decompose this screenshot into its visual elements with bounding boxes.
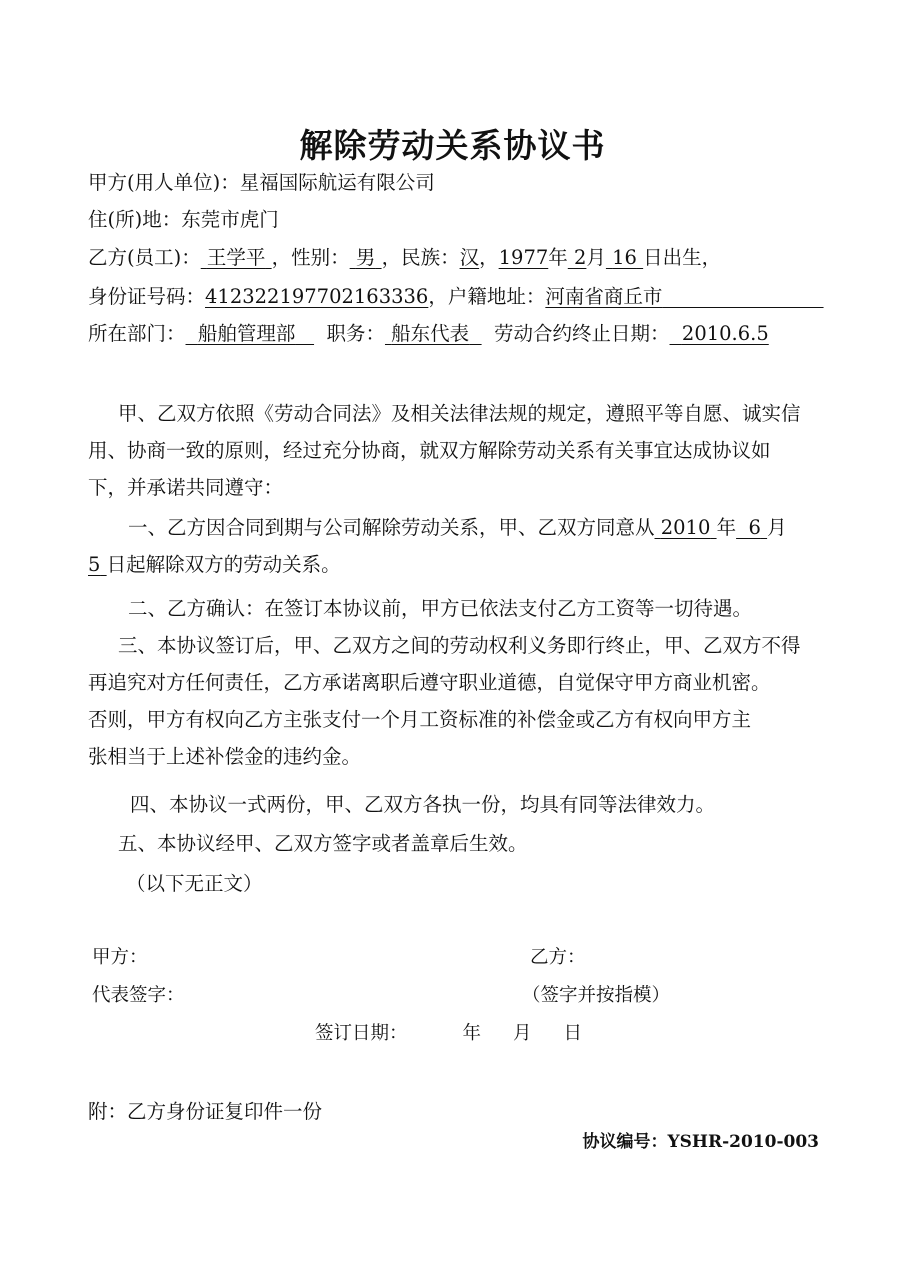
intro-line-1: 甲、乙双方依照《劳动合同法》及相关法律法规的规定，遵照平等自愿、诚实信 [118,402,801,425]
clause-3-line-4: 张相当于上述补偿金的违约金。 [88,745,362,768]
no-more-text: （以下无正文） [126,872,263,895]
dept-label: 所在部门： [88,322,186,345]
clause-1-day: 5 [88,553,101,576]
ethnicity-label: ，民族： [381,246,460,269]
month-char: 月 [586,246,606,269]
clause-1-year: 2010 [660,516,711,539]
clause-5: 五、本协议经甲、乙双方签字或者盖章后生效。 [118,832,528,855]
intro-line-2: 用、协商一致的原则，经过充分协商，就双方解除劳动关系有关事宜达成协议如 [88,439,771,462]
sign-date-line [315,1020,582,1048]
hukou-value: 河南省商丘市 [545,285,663,308]
id-number: 412322197702163336 [205,285,429,308]
address-label: 住(所)地： [88,208,182,231]
party-b-label: 乙方(员工)： [88,246,201,269]
party-a-label: 甲方(用人单位)： [88,171,240,194]
gender-label: ，性别： [271,246,350,269]
party-b-line: 乙方(员工)： 王学平 ，性别： 男 ，民族：汉，1977年 2月 16 日出生， [88,246,722,269]
sign-year-char: 年 [462,1023,482,1044]
clause-3-line-3: 否则，甲方有权向乙方主张支付一个月工资标准的补偿金或乙方有权向甲方主 [88,708,752,731]
birth-month: 2 [573,246,587,269]
birth-year: 1977 [498,246,549,269]
clause-3-line-2: 再追究对方任何责任，乙方承诺离职后遵守职业道德，自觉保守甲方商业机密。 [88,671,771,694]
clause-1-month: 6 [748,516,761,539]
sign-day-char: 日 [563,1023,583,1044]
birth-day: 16 [612,246,637,269]
position-value: 船东代表 [391,322,470,345]
gender-value: 男 [355,246,376,269]
party-a-sign-label: 甲方： [92,947,148,968]
attachment-note: 附：乙方身份证复印件一份 [88,1100,323,1123]
party-a-value: 星福国际航运有限公司 [239,171,435,194]
clause-4: 四、本协议一式两份，甲、乙双方各执一份，均具有同等法律效力。 [130,793,716,816]
representative-sign-label: 代表签字： [92,985,185,1006]
clause-1-line-2: 5 日起解除双方的劳动关系。 [88,553,341,576]
clause-2: 二、乙方确认：在签订本协议前，甲方已依法支付乙方工资等一切待遇。 [128,597,753,620]
sign-month-char: 月 [513,1023,532,1044]
hukou-label: ，户籍地址： [428,285,546,308]
document-title: 解除劳动关系协议书 [299,126,606,165]
year-char: 年 [548,246,568,269]
document-number: 协议编号：YSHR-2010-003 [582,1132,819,1152]
clause-3-line-1: 三、本协议签订后，甲、乙双方之间的劳动权利义务即行终止，甲、乙双方不得 [118,634,801,657]
sign-date-label: 签订日期： [315,1023,408,1044]
position-label: 职务： [326,322,385,345]
address-line [88,205,279,235]
id-label: 身份证号码： [88,285,206,308]
party-b-sign-note: （签字并按指模） [522,985,671,1006]
end-date-value: 2010.6.5 [681,322,769,345]
dept-line [88,319,769,349]
clause-1 [88,509,828,583]
party-a-line [88,168,435,198]
intro-paragraph [88,395,828,506]
end-date-label: 劳动合约终止日期： [494,322,670,345]
id-line [88,282,824,312]
ethnicity-value: 汉 [459,246,480,269]
party-b-sign-label: 乙方： [530,947,586,968]
dept-value: 船舶管理部 [197,322,296,345]
clause-3 [88,627,828,775]
address-value: 东莞市虎门 [181,208,279,231]
birth-suffix: 日出生， [643,246,722,269]
party-b-name: 王学平 [206,246,266,269]
intro-line-3: 下，并承诺共同遵守： [88,476,284,499]
clause-1-line-1: 一、乙方因合同到期与公司解除劳动关系，甲、乙双方同意从 2010 年 6 月 [128,516,787,539]
